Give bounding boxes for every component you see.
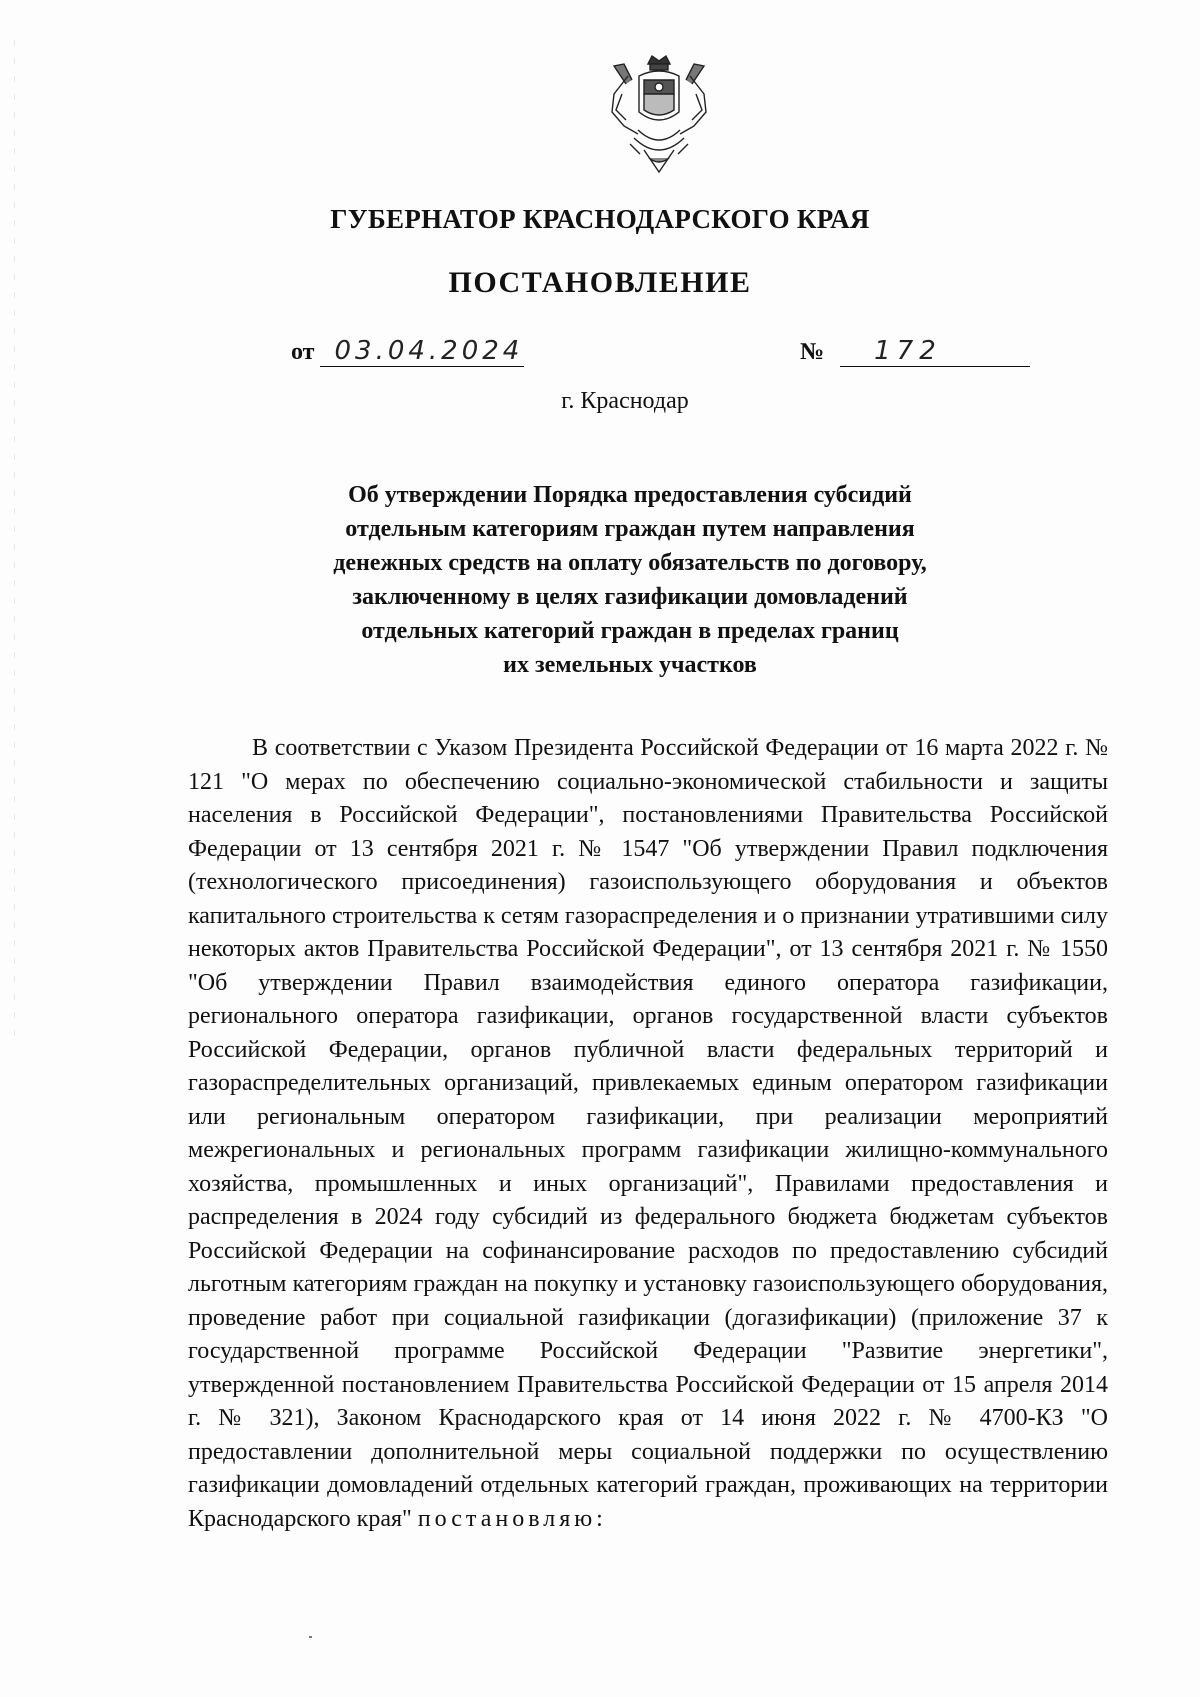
subject-line: Об утверждении Порядка предоставления субсидий [348,482,912,508]
organization-title: ГУБЕРНАТОР КРАСНОДАРСКОГО КРАЯ [330,204,870,234]
document-type-heading: ПОСТАНОВЛЕНИЕ [448,266,752,299]
subject-line: отдельным категориям граждан путем направления [345,516,915,542]
handwritten-date: 03.04.2024 [320,336,524,367]
number-prefix: № [800,339,825,365]
resolution-word: постановляю: [417,1505,607,1532]
city-name: г. Краснодар [561,388,689,414]
document-date [291,336,524,367]
subject-line: отдельных категорий граждан в пределах границ [361,618,899,644]
preamble-paragraph [188,732,1108,1536]
scan-dot-artifact [309,1636,312,1638]
handwritten-number: 172 [840,336,1030,367]
subject-line: их земельных участков [503,652,757,678]
document-subject [250,478,1010,682]
document-number [800,336,1030,367]
subject-line: заключенному в целях газификации домовладений [352,584,908,610]
scan-edge-artifact [14,40,15,1040]
coat-of-arms-icon [604,54,714,178]
date-prefix: от [291,339,315,365]
preamble-text: В соответствии с Указом Президента Российской Федерации от 16 марта 2022 г. № 121 "О мерах по обеспечению социально-экономической стабильности и защиты населения в Российской Федерации", постановлениями Правительства Российской Федерации от 13 сентября 2021 г. № 1547 "Об утверждении Правил подключения (технологического присоединения) газоиспользующего оборудования и объектов капитального строительства к сетям газораспределения и о признании утратившими силу некоторых актов Правительства Российской Федерации", от 13 сентября 2021 г. № 1550 "Об утверждении Правил взаимодействия единого оператора газификации, регионального оператора газификации, органов государственной власти субъектов Российской Федерации, органов публичной власти федеральных территорий и газораспределительных организаций, привлекаемых единым оператором газификации или региональным оператором газификации, при реализации мероприятий межрегиональных и региональных программ газификации жилищно-коммунального хозяйства, промышленных и иных организаций", Правилами предоставления и распределения в 2024 году субсидий из федерального бюджета бюджетам субъектов Российской Федерации на софинансирование расходов по предоставлению субсидий льготным категориям граждан на покупку и установку газоиспользующего оборудования, проведение работ при социальной газификации (догазификации) (приложение 37 к государственной программе Российской Федерации "Развитие энергетики", утвержденной постановлением Правительства Российской Федерации от 15 апреля 2014 г. № 321), Законом Краснодарского края от 14 июня 2022 г. № 4700-КЗ "О предоставлении дополнительной меры социальной поддержки по осуществлению газификации домовладений отдельных категорий граждан, проживающих на территории Краснодарского края" [188,735,1108,1532]
subject-line: денежных средств на оплату обязательств по договору, [333,550,927,576]
